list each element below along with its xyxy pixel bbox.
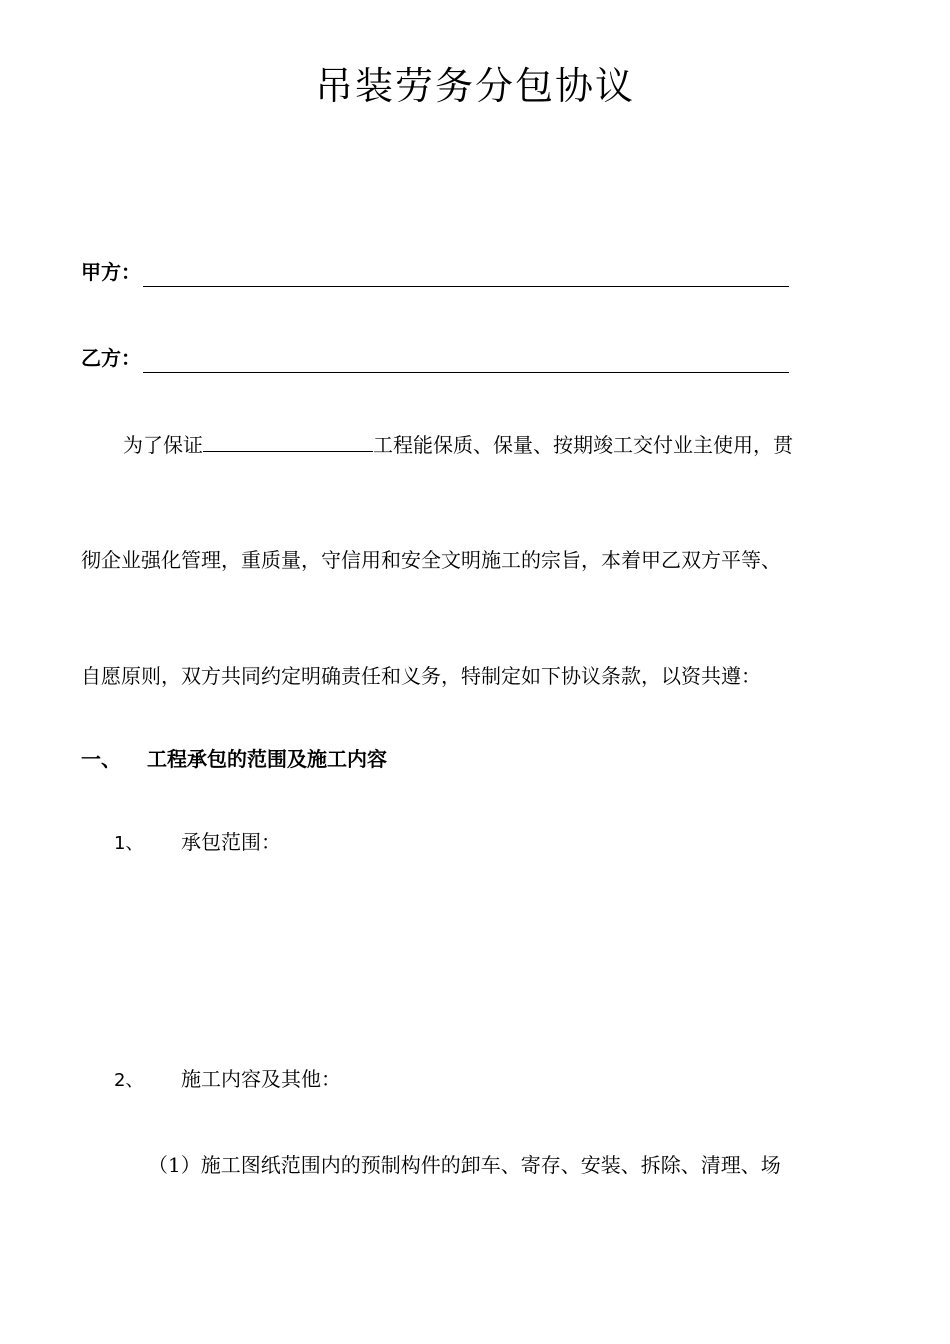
item-2 [114,1064,341,1096]
project-name-blank [203,429,373,452]
section-1-number: 一、 [81,747,121,771]
intro-line-1-before: 为了保证 [123,433,203,457]
party-b-blank [143,350,789,373]
party-a-blank [143,264,789,287]
item-2-number: 2、 [114,1070,144,1091]
party-a-line [81,257,789,287]
sub-item-1: （1）施工图纸范围内的预制构件的卸车、寄存、安装、拆除、清理、场 [148,1153,781,1177]
intro-line-3: 自愿原则，双方共同约定明确责任和义务，特制定如下协议条款，以资共遵： [81,664,761,688]
item-1-text: 承包范围： [181,830,281,854]
section-1-heading [81,744,387,774]
intro-line-2: 彻企业强化管理，重质量，守信用和安全文明施工的宗旨，本着甲乙双方平等、 [81,548,781,572]
party-b-line [81,343,789,373]
intro-line-1 [123,429,793,460]
item-1-number: 1、 [114,833,144,854]
party-a-label: 甲方： [81,260,141,284]
party-b-label: 乙方： [81,346,141,370]
section-1-title: 工程承包的范围及施工内容 [147,747,387,771]
document-title: 吊装劳务分包协议 [314,64,635,108]
intro-line-1-after: 工程能保质、保量、按期竣工交付业主使用，贯 [373,433,793,457]
item-2-text: 施工内容及其他： [181,1067,341,1091]
item-1 [114,827,281,859]
